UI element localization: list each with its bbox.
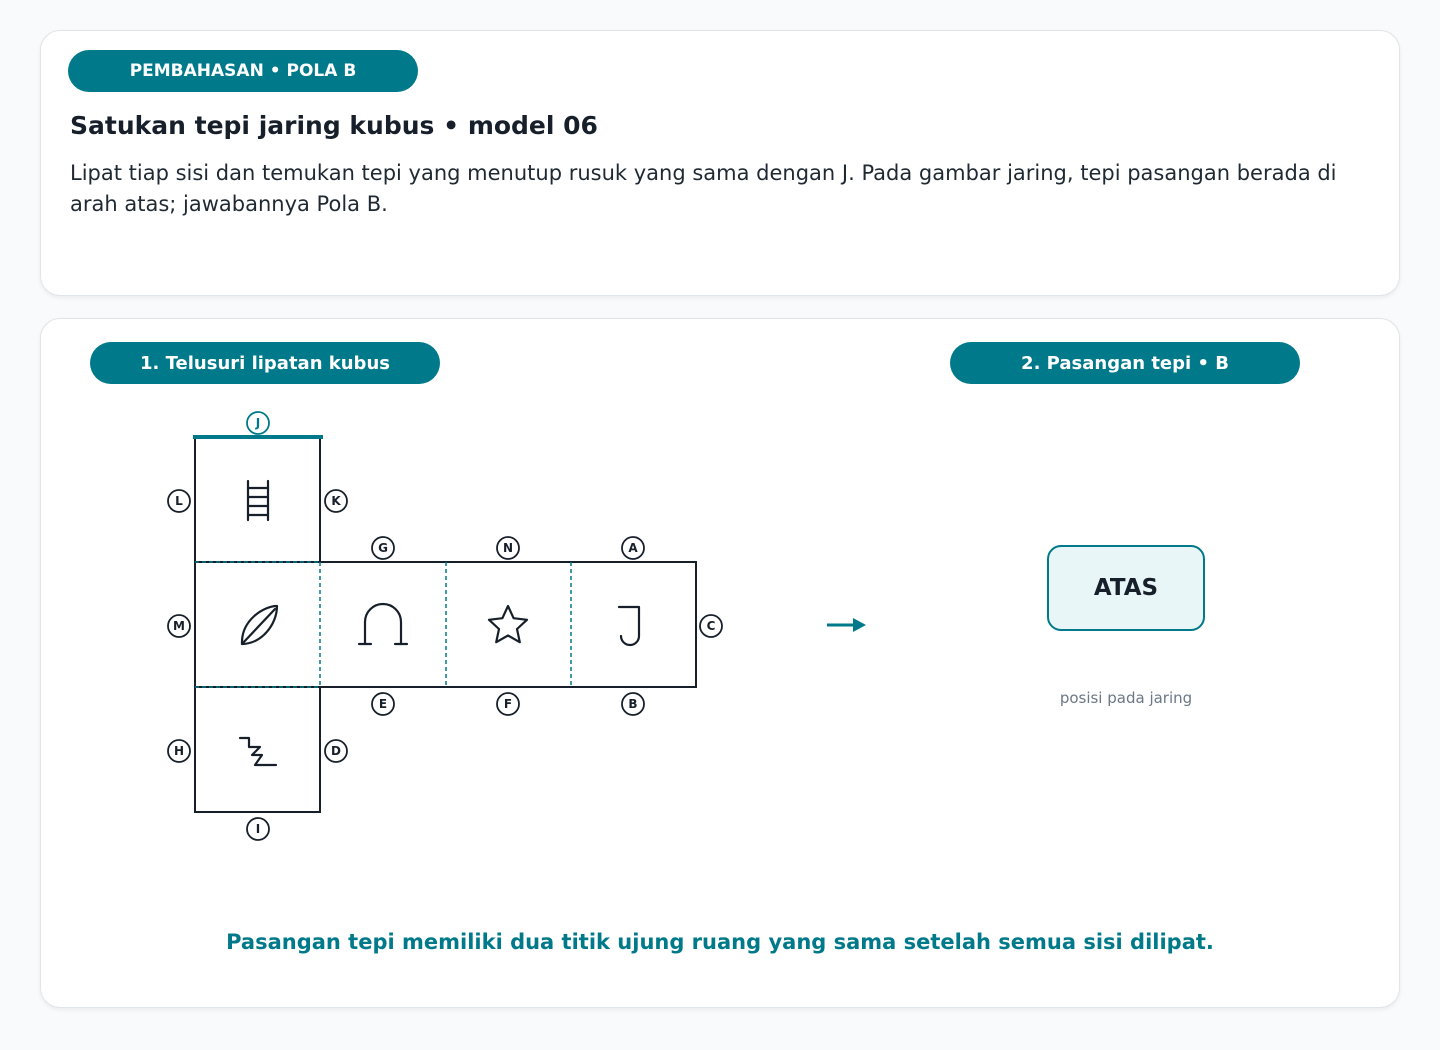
edge-label-j bbox=[247, 412, 269, 434]
step1-label: 1. Telusuri lipatan kubus bbox=[90, 342, 440, 384]
arrow-right-icon bbox=[827, 618, 866, 632]
edge-label-a bbox=[622, 537, 644, 559]
edge-label-f bbox=[497, 693, 519, 715]
page-title: Satukan tepi jaring kubus • model 06 bbox=[70, 111, 598, 140]
step2-label: 2. Pasangan tepi • B bbox=[950, 342, 1300, 384]
edge-label-m bbox=[168, 615, 190, 637]
svg-text:J: J bbox=[255, 416, 261, 430]
svg-text:G: G bbox=[378, 541, 388, 555]
page-description: Lipat tiap sisi dan temukan tepi yang menutup rusuk yang sama dengan J. Pada gambar jaring, tepi pasangan berada di arah atas; jawabannya Pola B. bbox=[70, 161, 1337, 216]
star-icon bbox=[489, 606, 527, 642]
svg-text:E: E bbox=[378, 697, 388, 711]
edge-label-i bbox=[247, 818, 269, 840]
svg-text:F: F bbox=[503, 697, 513, 711]
ladder-icon bbox=[248, 481, 268, 520]
svg-text:N: N bbox=[502, 541, 514, 555]
face-top bbox=[195, 437, 320, 562]
edge-label-b bbox=[622, 693, 644, 715]
svg-text:C: C bbox=[706, 619, 716, 633]
explanation-card bbox=[40, 30, 1400, 296]
edge-label-h bbox=[168, 740, 190, 762]
answer-caption: posisi pada jaring bbox=[1059, 689, 1193, 707]
edge-label-g bbox=[372, 537, 394, 559]
svg-text:K: K bbox=[331, 494, 341, 508]
svg-text:I: I bbox=[255, 822, 261, 836]
answer-box: ATAS bbox=[1047, 545, 1205, 631]
svg-text:A: A bbox=[628, 541, 638, 555]
svg-text:L: L bbox=[175, 494, 183, 508]
edge-label-d bbox=[325, 740, 347, 762]
svg-text:M: M bbox=[173, 619, 185, 633]
svg-text:H: H bbox=[173, 744, 185, 758]
svg-text:B: B bbox=[628, 697, 638, 711]
diagram-card bbox=[40, 318, 1400, 1008]
leaf-icon bbox=[242, 606, 277, 644]
zigzag-icon bbox=[240, 738, 276, 765]
edge-label-l bbox=[168, 490, 190, 512]
arch-icon bbox=[359, 604, 407, 644]
hook-icon bbox=[619, 607, 639, 645]
footer-note: Pasangan tepi memiliki dua titik ujung ruang yang sama setelah semua sisi dilipat. bbox=[226, 930, 1214, 954]
section-badge: PEMBAHASAN • POLA B bbox=[68, 50, 418, 92]
svg-text:D: D bbox=[331, 744, 341, 758]
cube-net-diagram bbox=[41, 319, 1399, 1007]
edge-label-e bbox=[372, 693, 394, 715]
edge-label-k bbox=[325, 490, 347, 512]
edge-label-n bbox=[497, 537, 519, 559]
edge-label-c bbox=[700, 615, 722, 637]
